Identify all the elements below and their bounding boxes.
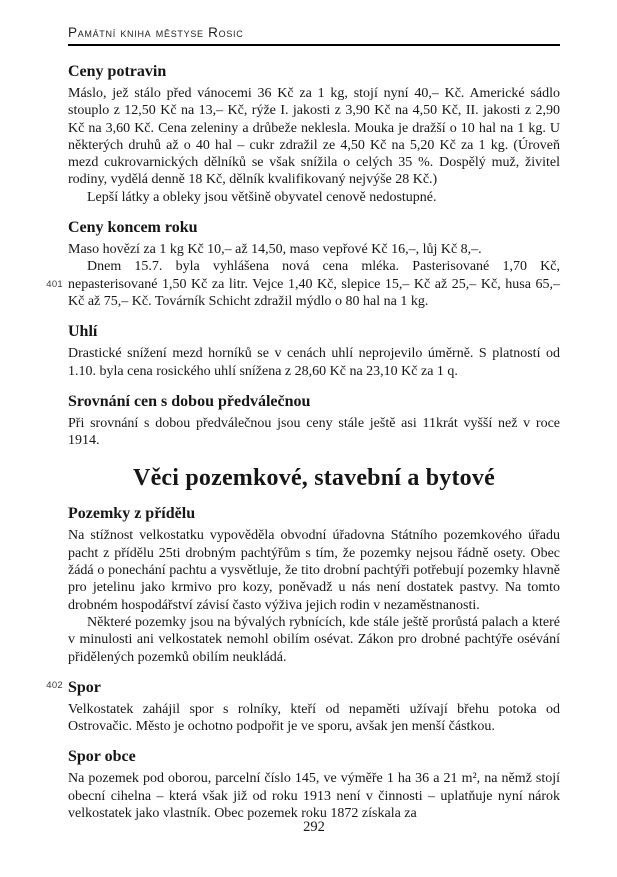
section-srovnani-cen — [68, 393, 560, 450]
paragraph: Na stížnost velkostatku vypověděla obvodní úřadovna Státního pozemkového úřadu pacht z přídělu 25ti drobným pachtýřům s tím, že pozemky nejsou řádně osety. Obec žádá o ponechání pachtu a vysvětluje, že tito drobní pachtýři potřebují pozemky hlavně pro jetelinu jako krmivo pro kozy, poněvadž u nás není dostatek pastvy. Na tomto drobném hospodářství závisí často výživa jejich rodin v nezaměstnanosti. — [68, 528, 560, 613]
page-footer — [68, 819, 560, 836]
section-heading: Pozemky z přídělu — [68, 505, 196, 523]
paragraph: Drastické snížení mezd horníků se v cenách uhlí neprojevilo úměrně. S platností od 1.10. byla cena rosického uhlí snížena z 28,60 Kč na 23,10 Kč za 1 q. — [68, 346, 560, 379]
section-uhli — [68, 323, 560, 380]
section-ceny-koncem-roku — [46, 219, 560, 310]
section-spor-obce — [68, 748, 560, 822]
text-block — [46, 25, 560, 822]
running-header-title: Památní kniha městyse Rosic — [68, 25, 244, 40]
paragraph: Lepší látky a obleky jsou většině obyvatel cenově nedostupné. — [87, 189, 437, 205]
section-pozemky-z-pridelu — [68, 505, 560, 665]
paragraph: Některé pozemky jsou na bývalých rybnících, kde stále ještě prorůstá palach a které v minulosti ani velkostatek nemohl obilím osévat. Zákon pro drobné pachtýře osévání přidělených pozemků obilím neukládá. — [68, 614, 560, 665]
paragraph: Máslo, jež stálo před vánocemi 36 Kč za 1 kg, stojí nyní 40,– Kč. Americké sádlo stouplo z 12,50 Kč na 13,– Kč, rýže I. jakosti z 3,90 Kč na 4,50 Kč, II. jakosti z 2,90 Kč na 3,60 Kč. Cena zeleniny a drůbeže neklesla. Mouka je dražší o 10 hal na 1 kg. U některých druhů až o 40 hal – cukr zdražil ze 4,50 Kč na 5,20 Kč za 1 kg. (Úroveň mezd cukrovarnických dělníků se však snížila o celých 35 %. Dospělý muž, živitel rodiny, vydělá denně 18 Kč, dělník kvalifikovaný nejvýše 28 Kč.) — [68, 86, 560, 188]
section-ceny-potravin — [68, 63, 560, 206]
paragraph — [46, 258, 560, 310]
chapter-heading: Věci pozemkové, stavební a bytové — [133, 465, 495, 492]
section-spor — [46, 678, 560, 736]
paragraph: Na pozemek pod oborou, parcelní číslo 145, ve výměře 1 ha 36 a 21 m², na němž stojí obecní cihelna – která však již od roku 1913 není v činnosti – uplatňuje nyní nárok velkostatek jako vlastník. Obec pozemek roku 1872 získala za — [68, 771, 560, 822]
paragraph-text: Dnem 15.7. byla vyhlášena nová cena mléka. Pasterisované 1,70 Kč, nepasterisované 1,50 Kč za litr. Vejce 1,40 Kč, slepice 15,– Kč až 25,– Kč, husa 65,– Kč až 75,– Kč. Továrník Schicht zdražil mýdlo o 80 hal na 1 kg. — [68, 259, 560, 309]
section-heading: Spor obce — [68, 748, 136, 766]
section-heading: Ceny koncem roku — [68, 219, 198, 237]
paragraph: Při srovnání s dobou předválečnou jsou ceny stále ještě asi 11krát vyšší než v roce 1914. — [68, 415, 560, 449]
section-heading: Ceny potravin — [68, 63, 167, 80]
paragraph: Velkostatek zahájil spor s rolníky, kteří od nepaměti užívají břehu potoka od Ostrovačic. Město je ochotno podpořit je ve sporu, avšak jen menší částkou. — [68, 701, 560, 735]
margin-note-401: 401 — [46, 279, 63, 291]
page-number: 292 — [303, 819, 325, 835]
paragraph: Maso hovězí za 1 kg Kč 10,– až 14,50, maso vepřové Kč 16,–, lůj Kč 8,–. — [68, 242, 482, 258]
margin-note-402: 402 — [46, 679, 63, 691]
section-heading-text: Spor — [68, 678, 101, 696]
section-heading — [46, 678, 560, 697]
section-heading: Srovnání cen s dobou předválečnou — [68, 392, 311, 410]
running-header — [68, 25, 560, 46]
section-heading: Uhlí — [68, 323, 98, 341]
